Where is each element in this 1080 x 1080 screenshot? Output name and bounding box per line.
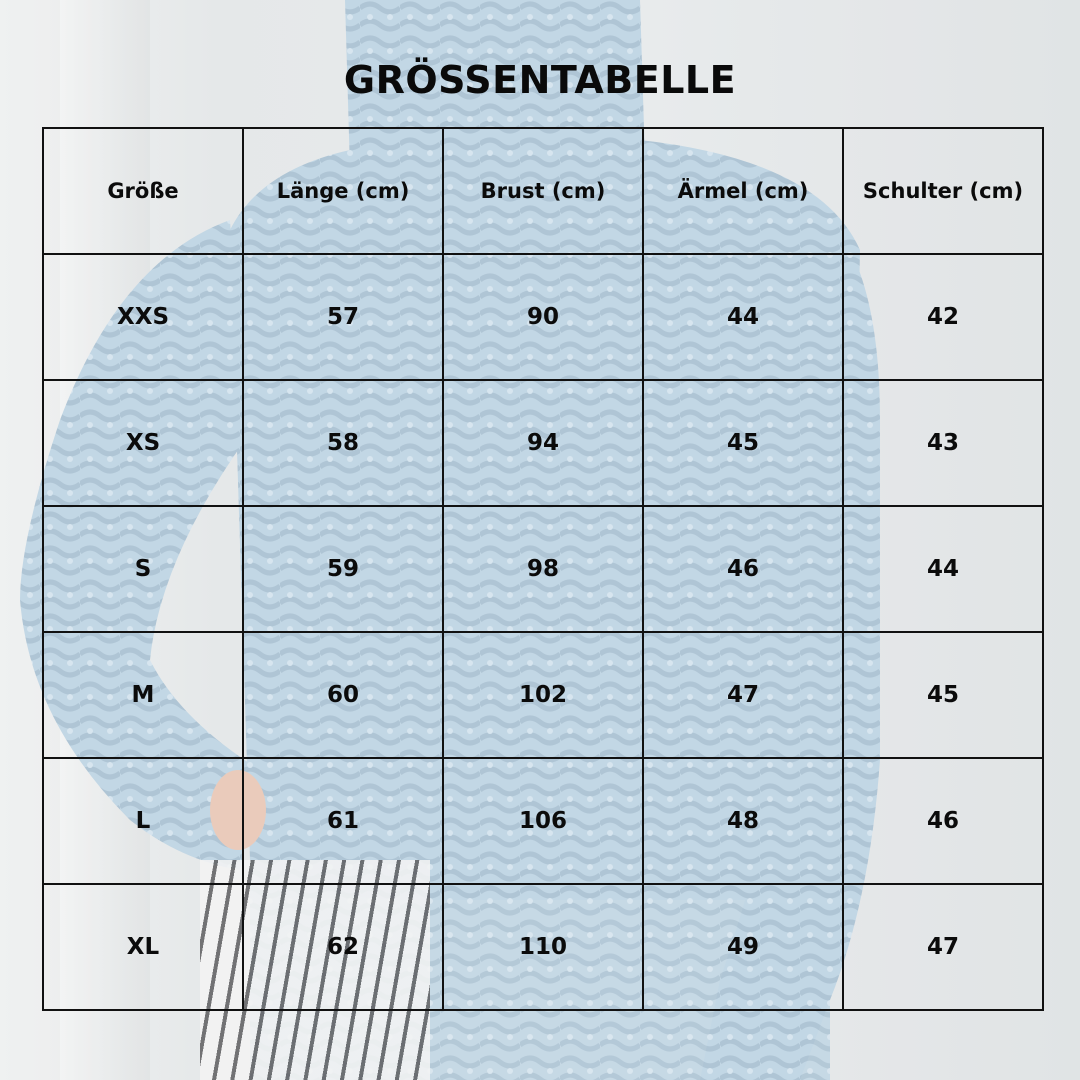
cell-shoulder: 46 [843, 758, 1043, 884]
cell-size: XS [43, 380, 243, 506]
cell-chest: 110 [443, 884, 643, 1010]
page-title: GRÖSSENTABELLE [343, 58, 737, 102]
table-row [43, 380, 1043, 506]
cell-length: 59 [243, 506, 443, 632]
table-row [43, 506, 1043, 632]
cell-length: 57 [243, 254, 443, 380]
table-row [43, 758, 1043, 884]
cell-size: XL [43, 884, 243, 1010]
header-chest: Brust (cm) [443, 128, 643, 254]
size-chart-table [42, 127, 1044, 1011]
cell-shoulder: 43 [843, 380, 1043, 506]
cell-length: 58 [243, 380, 443, 506]
header-shoulder: Schulter (cm) [843, 128, 1043, 254]
cell-chest: 90 [443, 254, 643, 380]
cell-chest: 94 [443, 380, 643, 506]
table-row [43, 632, 1043, 758]
header-size: Größe [43, 128, 243, 254]
cell-length: 62 [243, 884, 443, 1010]
cell-size: S [43, 506, 243, 632]
cell-length: 61 [243, 758, 443, 884]
cell-shoulder: 47 [843, 884, 1043, 1010]
header-sleeve: Ärmel (cm) [643, 128, 843, 254]
cell-shoulder: 42 [843, 254, 1043, 380]
table-header-row [43, 128, 1043, 254]
cell-size: M [43, 632, 243, 758]
cell-sleeve: 45 [643, 380, 843, 506]
cell-sleeve: 49 [643, 884, 843, 1010]
cell-size: XXS [43, 254, 243, 380]
cell-chest: 106 [443, 758, 643, 884]
cell-sleeve: 47 [643, 632, 843, 758]
cell-shoulder: 45 [843, 632, 1043, 758]
cell-chest: 102 [443, 632, 643, 758]
cell-sleeve: 44 [643, 254, 843, 380]
cell-chest: 98 [443, 506, 643, 632]
cell-size: L [43, 758, 243, 884]
cell-length: 60 [243, 632, 443, 758]
cell-sleeve: 46 [643, 506, 843, 632]
cell-shoulder: 44 [843, 506, 1043, 632]
cell-sleeve: 48 [643, 758, 843, 884]
header-length: Länge (cm) [243, 128, 443, 254]
table-row [43, 884, 1043, 1010]
table-row [43, 254, 1043, 380]
